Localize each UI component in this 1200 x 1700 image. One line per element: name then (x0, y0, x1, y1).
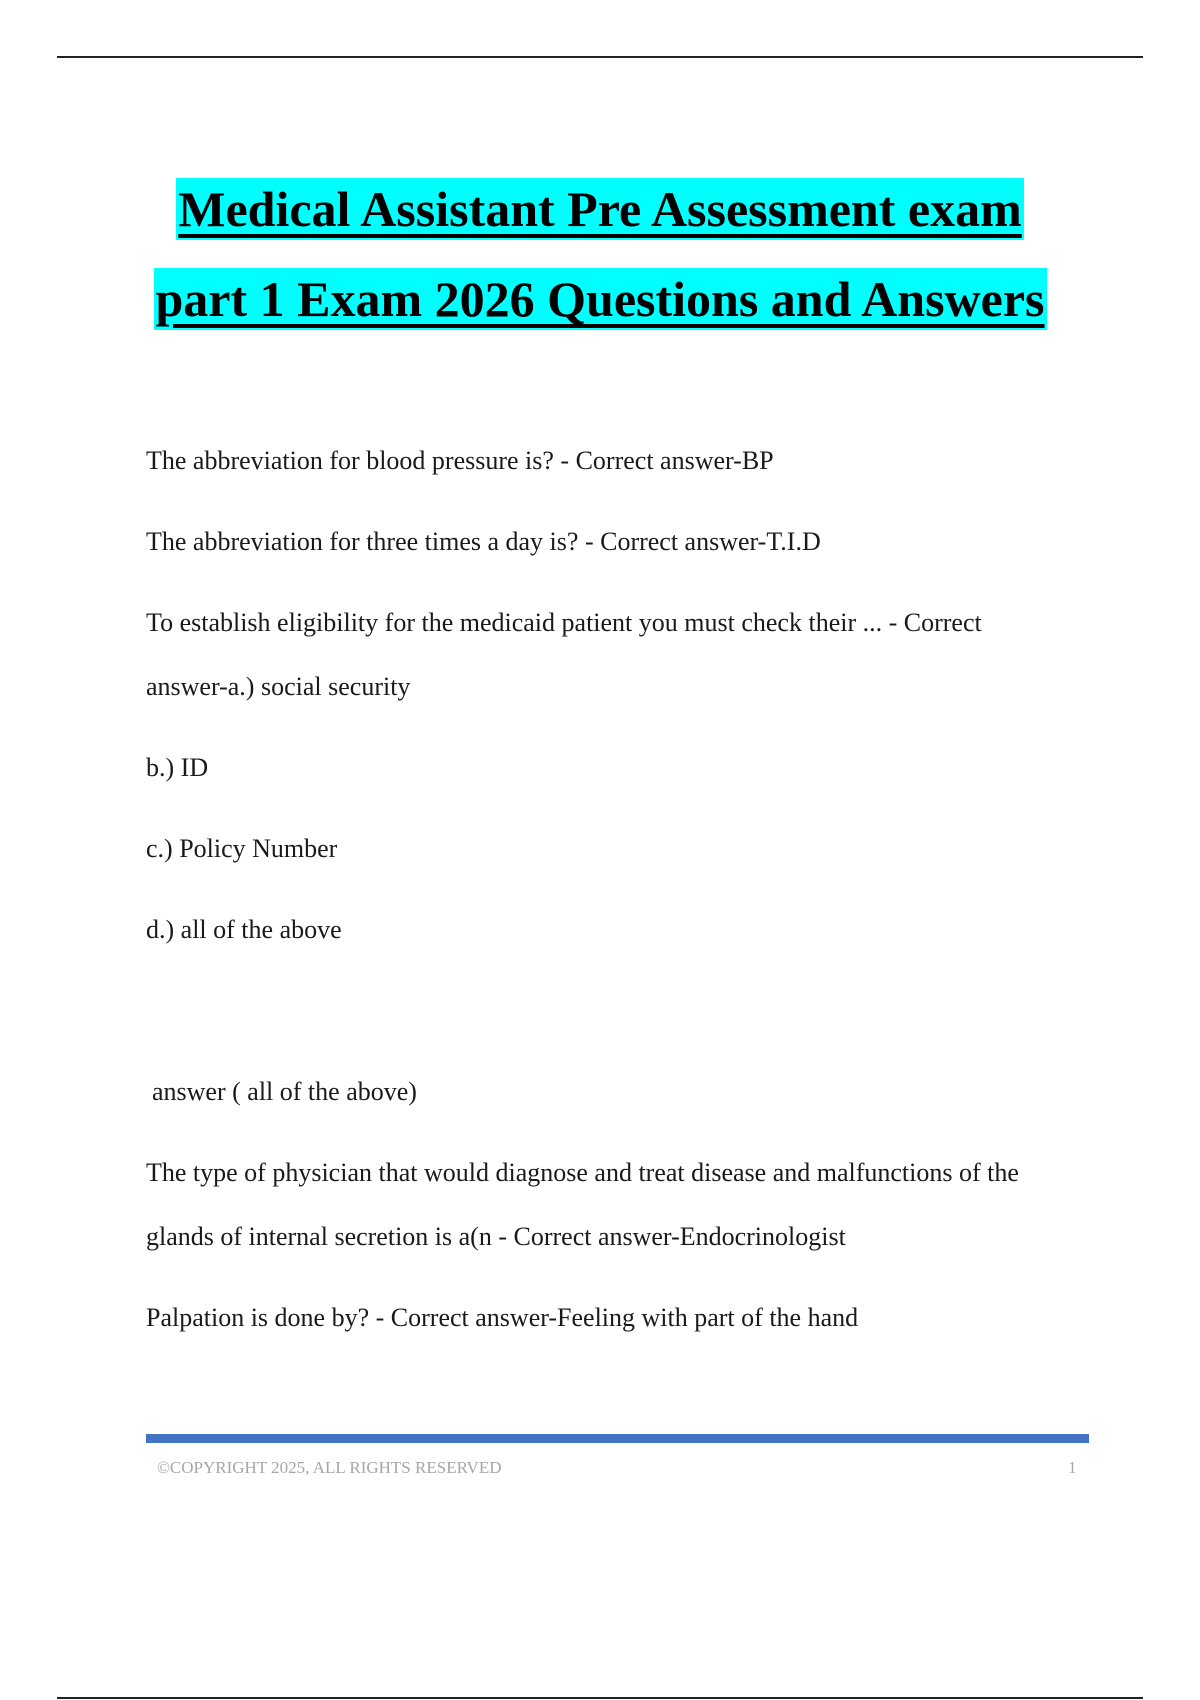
spacer (146, 995, 1066, 1076)
bottom-rule (57, 1697, 1143, 1699)
question-paragraph: Palpation is done by? - Correct answer-Feeling with part of the hand (146, 1303, 859, 1332)
document-title (0, 178, 1200, 330)
question-paragraph: To establish eligibility for the medicaid patient you must check their ... - Correct answer-a.) social security (146, 608, 982, 701)
footer-copyright: ©COPYRIGHT 2025, ALL RIGHTS RESERVED (157, 1458, 502, 1477)
footer-bar (146, 1434, 1089, 1443)
title-line-1: Medical Assistant Pre Assessment exam (176, 178, 1023, 240)
answer-note: answer ( all of the above) (152, 1077, 417, 1106)
title-line-2: part 1 Exam 2026 Questions and Answers (154, 268, 1047, 330)
page-number: 1 (1068, 1458, 1077, 1477)
top-rule (57, 56, 1143, 58)
document-body (146, 445, 1066, 1383)
question-paragraph: The abbreviation for three times a day is? - Correct answer-T.I.D (146, 527, 821, 556)
answer-option: d.) all of the above (146, 915, 342, 944)
question-paragraph: The abbreviation for blood pressure is? - Correct answer-BP (146, 446, 774, 475)
answer-option: b.) ID (146, 753, 209, 782)
answer-option: c.) Policy Number (146, 834, 338, 863)
question-paragraph: The type of physician that would diagnose and treat disease and malfunctions of the glands of internal secretion is a(n - Correct answer-Endocrinologist (146, 1158, 1019, 1251)
